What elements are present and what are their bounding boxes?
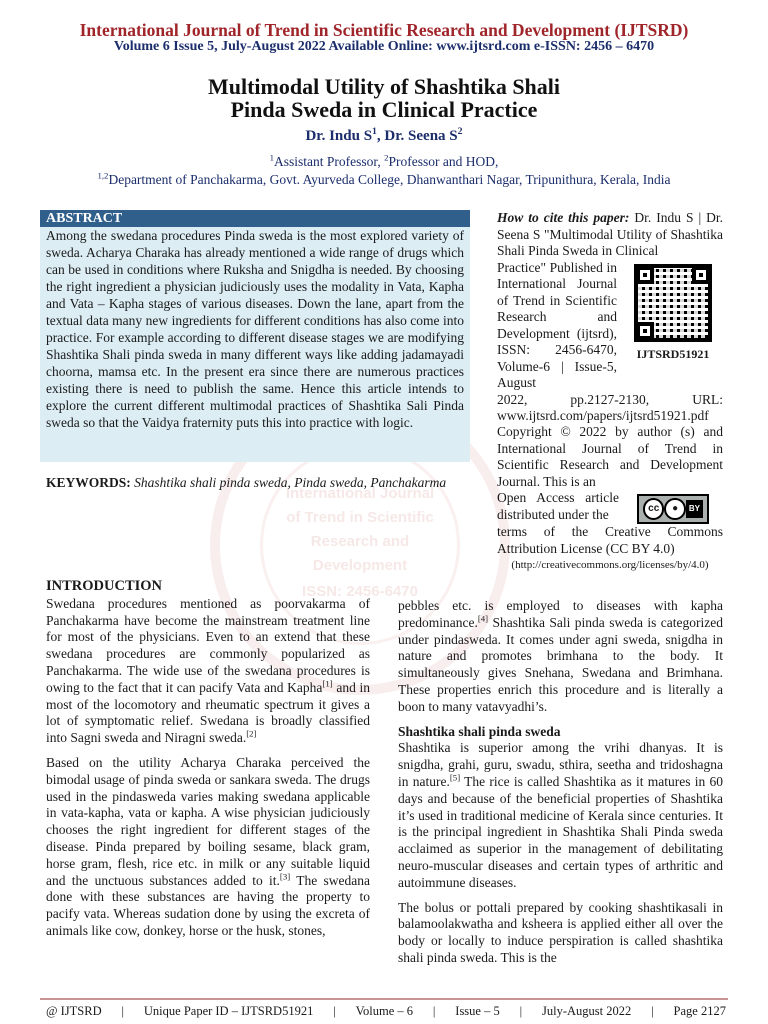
keywords-text: Shashtika shali pinda sweda, Pinda sweda, Panchakarma <box>130 475 447 490</box>
footer-separator: | <box>432 1004 436 1018</box>
body-paragraph: pebbles etc. is employed to diseases with kapha predominance.[4] Shashtika Sali pinda sweda is categorized under pindasweda. It comes under agni sweda, snigdha in nature and promotes brimhana to the body. It simultaneously gives Snehana, Swedana and Brimhana. These properties enrich this procedure and is literally a boon to many vatavyadhi’s. <box>398 598 723 714</box>
affiliation-department <box>0 172 768 188</box>
author-name: Dr. Seena S <box>384 128 458 144</box>
author-name: Dr. Indu S <box>305 128 373 144</box>
author-list <box>0 128 768 145</box>
footer-issue: Issue – 5 <box>455 1004 500 1018</box>
reference-mark[interactable]: [1] <box>322 678 333 689</box>
qr-code-icon[interactable] <box>634 264 712 342</box>
license-url-link[interactable]: (http://creativecommons.org/licenses/by/4.0) <box>511 559 709 571</box>
affiliation-mark: 2 <box>384 152 389 163</box>
copyright-open-access: Open Access article distributed under the <box>497 490 619 522</box>
watermark-line: Development <box>312 557 408 574</box>
reference-mark[interactable]: [2] <box>246 728 257 739</box>
watermark-line: of Trend in Scientific <box>286 509 434 526</box>
citation-year: 2022, <box>497 391 528 407</box>
watermark-line: ISSN: 2456-6470 <box>302 583 418 600</box>
affiliation-text: Professor and HOD, <box>388 154 499 169</box>
footer-divider <box>40 998 728 1000</box>
footer-date: July-August 2022 <box>542 1004 632 1018</box>
body-paragraph: Based on the utility Acharya Charaka perceived the bimodal usage of pinda sweda or sankara sweda. The drugs used in the pindasweda varies making swedana applicable in vata-kapha, vata or kapha. A wise physician judiciously chooses the right ingredient for different stages of the disease. Pinda prepared by boiling sesame, black gram, horse gram, flesh, rice etc. in milk or any suitable liquid and the unctuous substances added to it.[3] The swedana done with these substances are having the property to pacify vata. Whereas sudation done by using the excreta of animals like cow, donkey, horse or the husk, stones, <box>46 754 370 938</box>
citation-url-link[interactable]: www.ijtsrd.com/papers/ijtsrd51921.pdf <box>497 408 709 423</box>
paper-title-line2: Pinda Sweda in Clinical Practice <box>230 97 538 122</box>
body-paragraph: Swedana procedures mentioned as poorvakarma of Panchakarma have become the mainstream treatment line for most of the physicians. Even to an extend that these swedana procedures are commonly popularized as Panchakarma. The wide use of the swedana procedures is owing to the fact that it can pacify Vata and Kapha[1] and in most of the locomotory and rheumatic spectrum it gives a lot of symptomatic relief. Swedana is broadly classified into Sagni sweda and Niragni sweda.[2] <box>46 595 371 746</box>
reference-mark[interactable]: [3] <box>279 871 291 882</box>
subsection-heading: Shashtika shali pinda sweda <box>398 723 561 739</box>
affiliation-text: Assistant Professor, <box>274 154 385 169</box>
watermark-line: Research and <box>310 533 410 550</box>
author-affiliation-mark: 1 <box>372 126 377 137</box>
watermark-line: International Journal <box>285 485 435 502</box>
abstract-text: Among the swedana procedures Pinda sweda is the most explored variety of sweda. Acharya Charaka has already mentioned a wide range of drugs which can be used in conditions where Ruksha and Snigdha is needed. By choosing the right ingredient a physician judiciously uses the modality in Vata, Kapha and Vata – Kapha stages of various diseases. Down the lane, apart from the textual data many new ingredients for different conditions has also come into practice. For example according to different disease stages we are modifying Shashtika Shali pinda sweda in many different ways like adding jadamayadi choorna, mamsa etc. In the present era since there are numerous practices existing there is need to publish the same. Hence this article intends to explore the current different multimodal practices of Shashtika Sali Pinda sweda so that the Vaidya fraternity puts this into practice with logic. <box>46 228 464 430</box>
body-right-column <box>398 598 723 975</box>
by-label: BY <box>686 500 703 519</box>
author-affiliation-mark: 2 <box>457 126 463 137</box>
footer-volume: Volume – 6 <box>355 1004 414 1018</box>
paper-title-line1: Multimodal Utility of Shashtika Shali <box>207 74 561 99</box>
footer-separator: | <box>651 1004 654 1018</box>
paper-title <box>0 75 768 121</box>
copyright-license-terms: terms of the Creative Commons Attribution License (CC BY 4.0) <box>497 524 723 556</box>
citation-url-label: URL: <box>692 391 723 407</box>
footer-separator: | <box>519 1004 523 1018</box>
keywords-label: KEYWORDS: <box>46 475 131 490</box>
affiliation-text: Department of Panchakarma, Govt. Ayurveda College, Dhanwanthari Nagar, Tripunithura, Kerala, India <box>108 172 671 187</box>
footer-page-number: Page 2127 <box>673 1004 726 1018</box>
cc-icon: cc <box>643 498 664 520</box>
reference-mark[interactable]: [5] <box>449 772 461 783</box>
footer-paper-id: Unique Paper ID – IJTSRD51921 <box>143 1004 314 1018</box>
citation-intro: Dr. Indu S | Dr. Seena S "Multimodal Utility of Shashtika Shali Pinda Sweda in Clinical <box>497 210 723 258</box>
qr-paper-id: IJTSRD51921 <box>636 346 710 361</box>
footer-separator: | <box>121 1004 125 1018</box>
page-footer <box>46 1004 726 1019</box>
citation-details: Practice" Published in International Journal of Trend in Scientific Research and Development (ijtsrd), ISSN: 2456-6470, Volume-6 | Issue-5, August <box>497 259 617 390</box>
body-paragraph: The bolus or pottali prepared by cooking shashtikasali in balamoolakwatha and ksheera is applied either all over the body or locally to induce perspiration is called shashtika shali pinda sweda. This is the <box>398 899 723 965</box>
body-paragraph: Shashtika is superior among the vrihi dhanyas. It is snigdha, grahi, guru, swadu, sthira, seetha and tridoshagna in nature.[5] The rice is called Shashtika as it matures in 60 days and because of the beneficial properties of Shashtika it’s used in traditional medicine of Kerala since centuries. It is the principal ingredient in Shashtika Shali Pinda sweda acclaimed as superior in the management of debilitating neuro-muscular diseases and certain types of arthritic and autoimmune diseases. <box>398 740 724 890</box>
attribution-person-icon: ● <box>664 498 685 520</box>
footer-journal: @ IJTSRD <box>46 1004 102 1018</box>
citation-label: How to cite this paper <box>497 210 625 225</box>
footer-separator: | <box>333 1004 336 1018</box>
citation-pages-line <box>497 392 723 409</box>
journal-volume-info: Volume 6 Issue 5, July-August 2022 Available Online: www.ijtsrd.com e-ISSN: 2456 – 6470 <box>113 39 655 54</box>
qr-code-block <box>623 264 723 392</box>
citation-colon: : <box>624 210 630 225</box>
citation-pages: pp.2127-2130, <box>570 391 650 407</box>
affiliation-mark: 1 <box>269 152 275 163</box>
abstract-box <box>40 210 470 462</box>
cc-by-license-icon[interactable] <box>637 494 709 524</box>
author-separator: , <box>376 128 385 144</box>
copyright-block <box>497 424 723 574</box>
keywords <box>46 474 470 491</box>
journal-title: International Journal of Trend in Scientific Research and Development (IJTSRD) <box>79 20 689 40</box>
introduction-heading: INTRODUCTION <box>46 578 163 594</box>
citation-block <box>497 210 723 425</box>
reference-mark[interactable]: [4] <box>477 613 489 624</box>
body-left-column <box>46 578 370 948</box>
affiliation-mark: 1,2 <box>97 170 109 181</box>
copyright-text: Copyright © 2022 by author (s) and International Journal of Trend in Scientific Research and Development Journal. This is an <box>497 424 723 489</box>
abstract-heading: ABSTRACT <box>40 210 470 227</box>
affiliation-roles <box>0 154 768 170</box>
